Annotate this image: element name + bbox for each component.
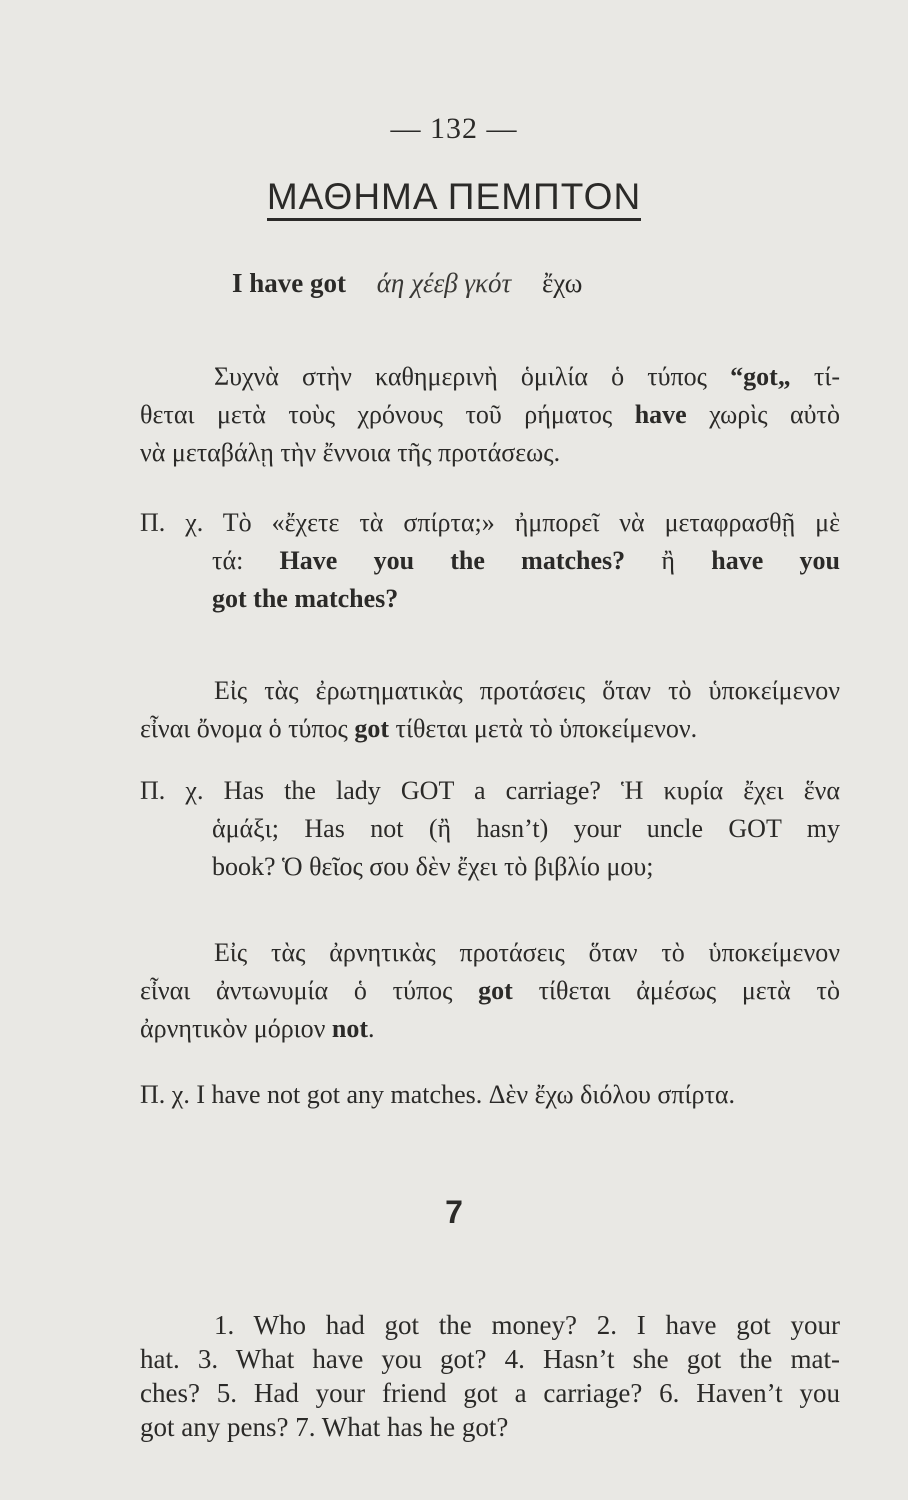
text-line: Εἰς τὰς ἀρνητικὰς προτάσεις ὅταν τὸ ὑποκείμενον xyxy=(214,938,840,967)
text-line: got any pens? 7. What has he got? xyxy=(140,1412,509,1442)
paragraph-interrogative-examples xyxy=(140,772,840,886)
text-line: εἶναι ὄνομα ὁ τύπος got τίθεται μετὰ τὸ ὑποκείμενον. xyxy=(140,714,698,743)
text-line: Εἰς τὰς ἐρωτηματικὰς προτάσεις ὅταν τὸ ὑποκείμενον xyxy=(214,676,840,705)
phrase-english: I have got xyxy=(232,268,346,298)
lesson-title xyxy=(0,176,908,218)
text-line: εἶναι ἀντωνυμία ὁ τύπος got τίθεται ἀμέσως μετὰ τὸ xyxy=(140,976,840,1005)
text-line: Π. χ. Τὸ «ἔχετε τὰ σπίρτα;» ἠμπορεῖ νὰ μεταφρασθῇ μὲ xyxy=(140,508,840,537)
text-line: Συχνὰ στὴν καθημερινὴ ὁμιλία ὁ τύπος “got„ τί- xyxy=(214,362,840,391)
text-line: θεται μετὰ τοὺς χρόνους τοῦ ρήματος have χωρὶς αὐτὸ xyxy=(140,400,840,429)
exercise-sentences xyxy=(140,1308,840,1444)
text-line: ἁμάξι; Has not (ἢ hasn’t) your uncle GOT my xyxy=(212,814,840,843)
page-number: — 132 — xyxy=(390,112,518,145)
lesson-title-text: ΜΑΘΗΜΑ ΠΕΜΠΤΟΝ xyxy=(267,176,641,221)
text-line: 1. Who had got the money? 2. I have got your xyxy=(214,1310,840,1340)
text-line: ἀρνητικὸν μόριον not. xyxy=(140,1014,375,1043)
text-line: τά: Have you the matches? ἢ have you xyxy=(212,546,840,575)
key-phrase xyxy=(232,268,582,299)
text-line: ches? 5. Had your friend got a carriage? 6. Haven’t you xyxy=(140,1378,840,1408)
text-line: Π. χ. Has the lady GOT a carriage? Ἡ κυρία ἔχει ἕνα xyxy=(140,776,840,805)
paragraph-got-usage xyxy=(140,358,840,472)
text-line: hat. 3. What have you got? 4. Hasn’t she got the mat- xyxy=(140,1344,840,1374)
paragraph-example-matches xyxy=(140,504,840,618)
text-line: book? Ὁ θεῖος σου δὲν ἔχει τὸ βιβλίο μου; xyxy=(212,852,654,881)
signature-mark: 7 xyxy=(445,1194,463,1230)
text-line: νὰ μεταβάλῃ τὴν ἔννοια τῆς προτάσεως. xyxy=(140,438,561,467)
text-line: got the matches? xyxy=(212,584,399,613)
paragraph-negative-example xyxy=(140,1076,840,1114)
paragraph-interrogative-rule xyxy=(140,672,840,748)
phrase-pronunciation: άη χέεβ γκότ xyxy=(376,268,512,298)
paragraph-negative-rule xyxy=(140,934,840,1048)
text-line: Π. χ. I have not got any matches. Δὲν ἔχω διόλου σπίρτα. xyxy=(140,1080,736,1109)
phrase-greek: ἔχω xyxy=(541,268,583,298)
